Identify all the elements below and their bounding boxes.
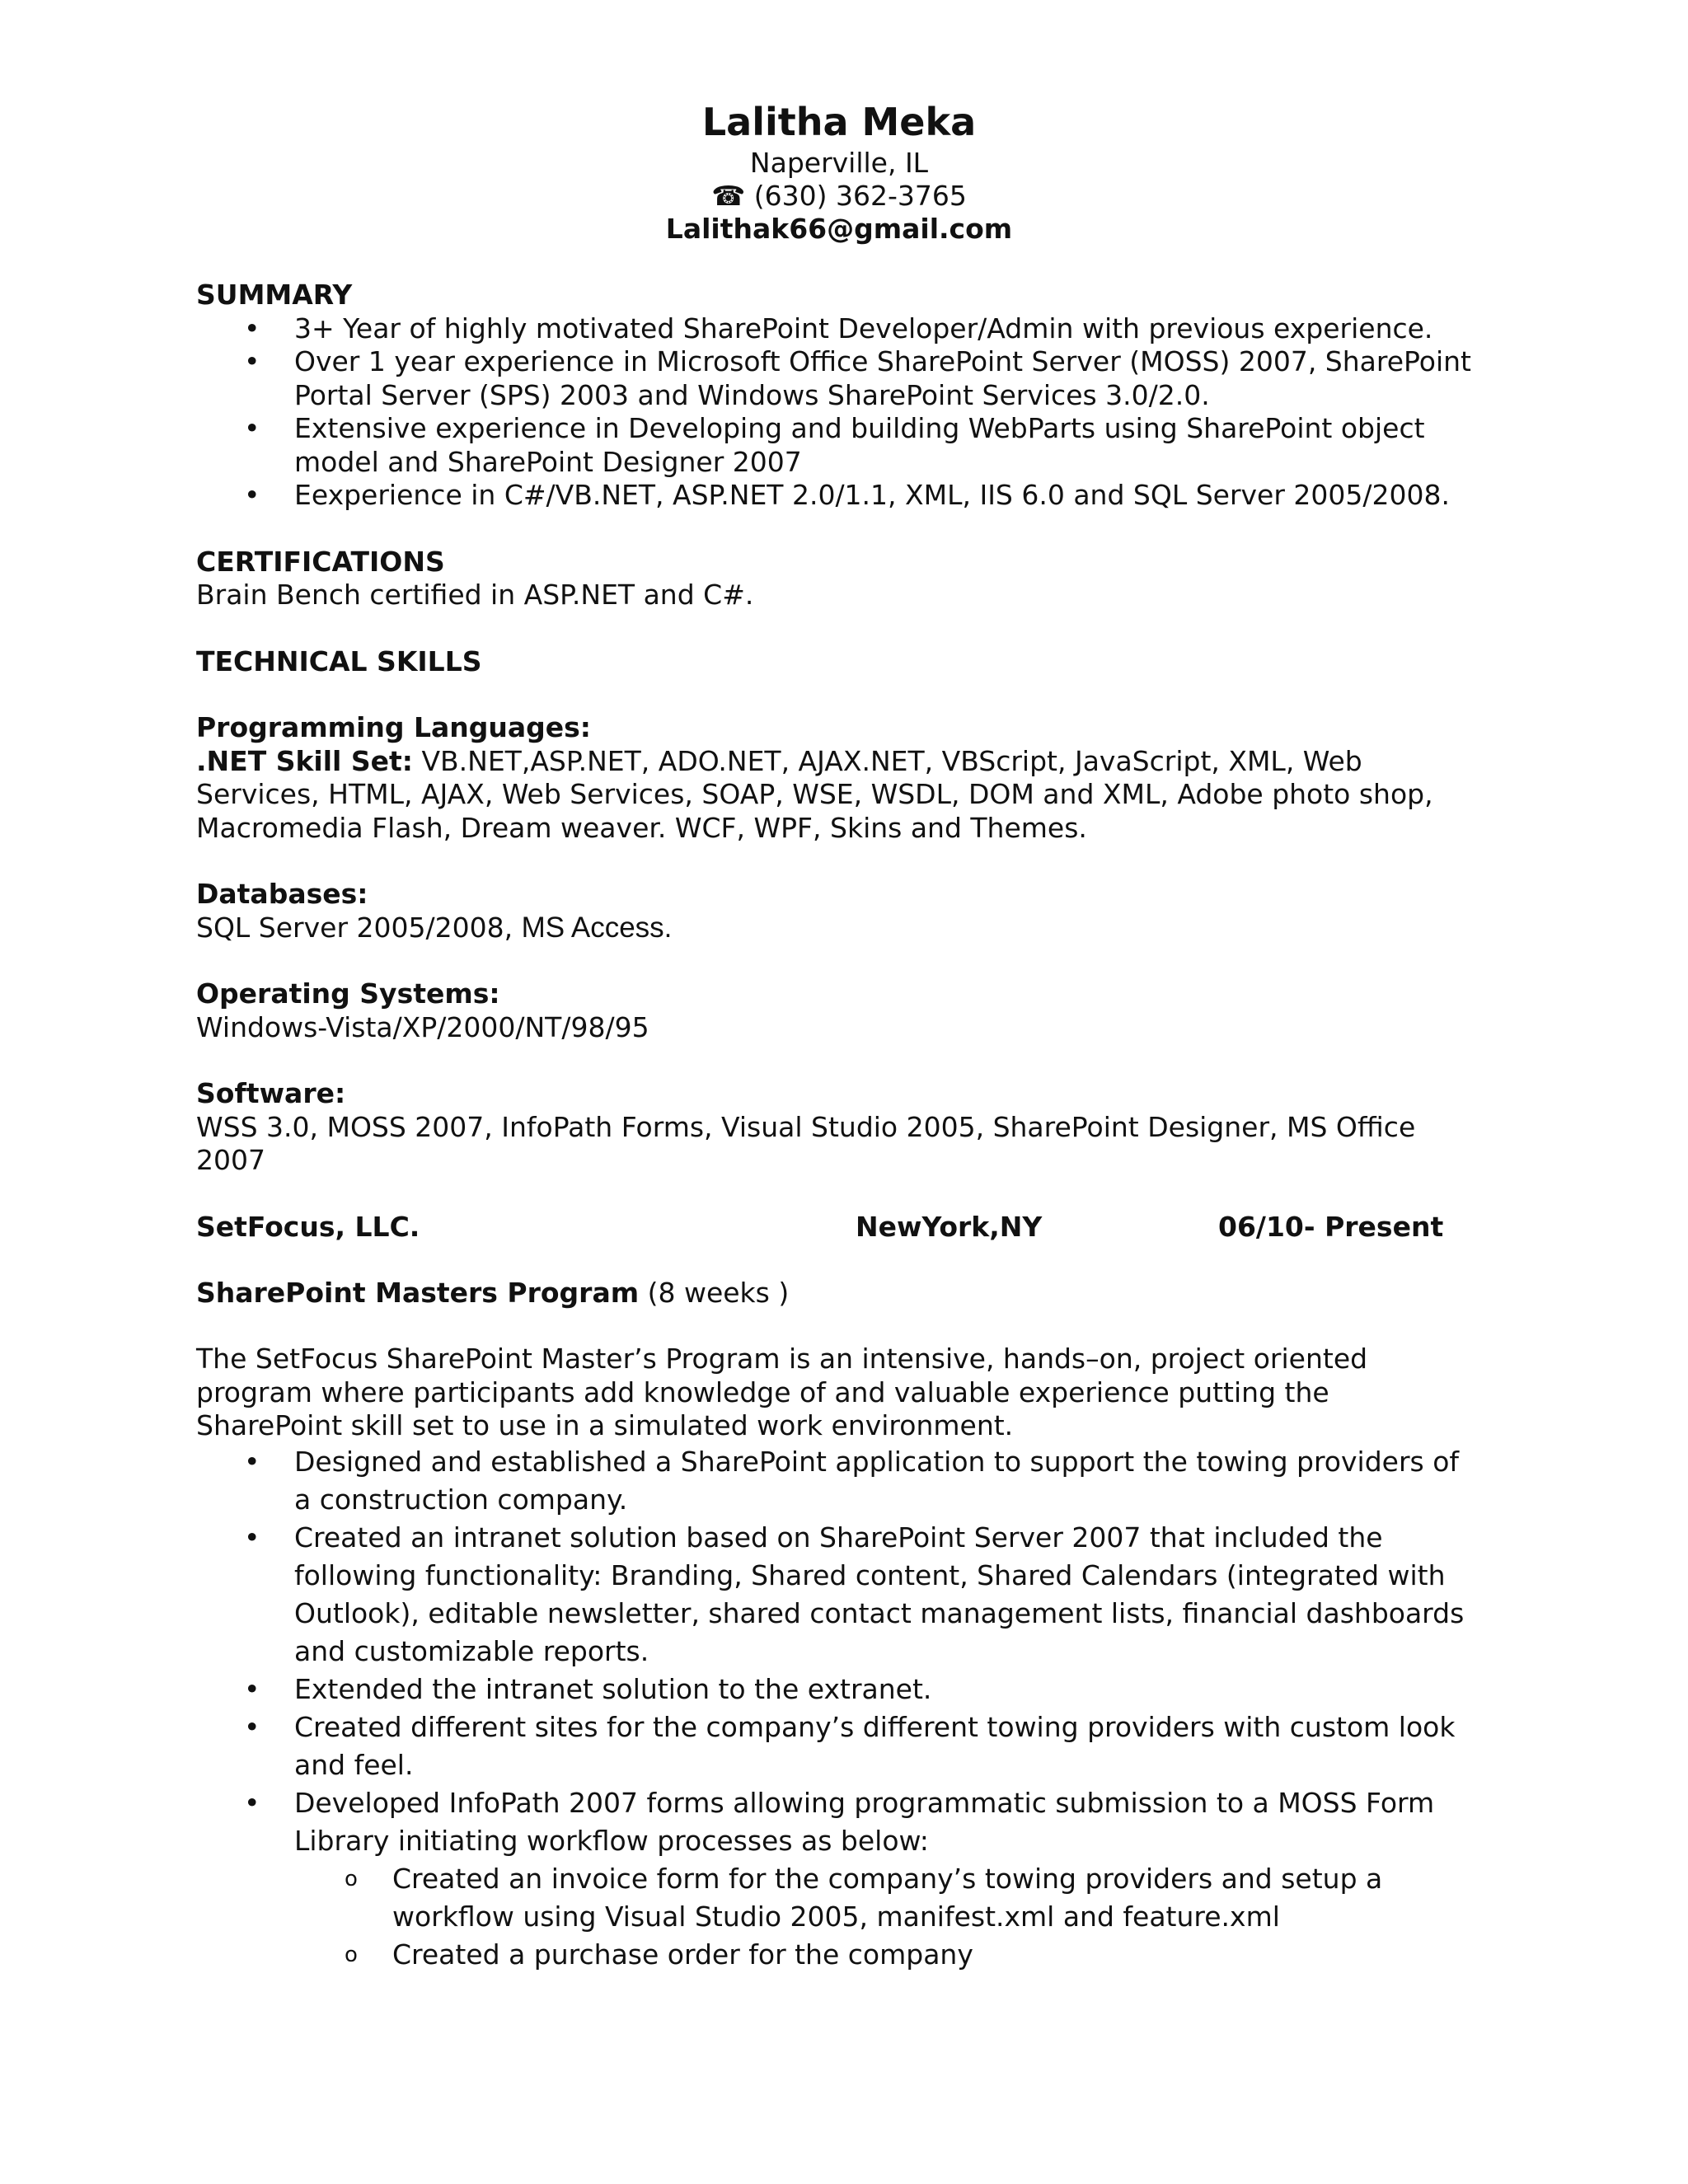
net-skill-label: .NET Skill Set: — [196, 744, 413, 777]
candidate-location: Naperville, IL — [749, 147, 929, 179]
phone-icon: ☎ — [711, 180, 746, 212]
databases-text: SQL Server 2005/2008, — [196, 911, 522, 944]
net-skill-set — [196, 745, 1482, 846]
certifications-text: Brain Bench certified in ASP.NET and C#. — [196, 579, 754, 611]
candidate-name: Lalitha Meka — [701, 100, 977, 144]
job-bullet-list — [196, 1443, 1482, 1860]
resume-header — [196, 97, 1482, 246]
summary-item: • Over 1 year experience in Microsoft Office SharePoint Server (MOSS) 2007, SharePoint Portal Server (SPS) 2003 and Windows SharePoint Services 3.0/2.0. — [196, 345, 1482, 412]
job-sub-bullet-list — [196, 1860, 1482, 1974]
job-header — [196, 1211, 1482, 1244]
technical-skills-title: TECHNICAL SKILLS — [196, 644, 482, 677]
candidate-email: Lalithak66@gmail.com — [665, 213, 1013, 245]
databases-text-ms-access: MS Access. — [521, 911, 673, 944]
net-skill-text: VB.NET,ASP.NET, ADO.NET, AJAX.NET, VBScript, JavaScript, XML, Web Services, HTML, AJAX, Web Services, SOAP, WSE, WSDL, DOM and XML, Adobe photo shop, Macromedia Flash, Dream weaver. WCF, WPF, Skins and Themes. — [196, 744, 1433, 844]
job-bullet: • Developed InfoPath 2007 forms allowing programmatic submission to a MOSS Form Library initiating workflow processes as below: — [196, 1784, 1482, 1860]
software-title: Software: — [196, 1077, 346, 1109]
certifications-title: CERTIFICATIONS — [196, 545, 445, 578]
candidate-phone: (630) 362-3765 — [753, 180, 967, 212]
program-name: SharePoint Masters Program — [196, 1276, 640, 1309]
summary-title: SUMMARY — [196, 279, 353, 311]
summary-item: • Eexperience in C#/VB.NET, ASP.NET 2.0/1.1, XML, IIS 6.0 and SQL Server 2005/2008. — [196, 479, 1482, 513]
databases-line — [196, 912, 1482, 945]
job-bullet: • Created an intranet solution based on SharePoint Server 2007 that included the following functionality: Branding, Shared content, Shared Calendars (integrated with Outlook), editable newsletter, shared contact management lists, financial dashboards and customizable reports. — [196, 1519, 1482, 1671]
job-sub-bullet: o Created an invoice form for the company’s towing providers and setup a workflow using Visual Studio 2005, manifest.xml and feature.xml — [196, 1860, 1482, 1936]
job-bullet: • Extended the intranet solution to the extranet. — [196, 1671, 1482, 1708]
program-title — [196, 1277, 1482, 1310]
summary-item: • 3+ Year of highly motivated SharePoint Developer/Admin with previous experience. — [196, 312, 1482, 346]
job-dates: 06/10- Present — [1218, 1210, 1444, 1243]
programming-languages-title: Programming Languages: — [196, 711, 591, 743]
job-company: SetFocus, LLC. — [196, 1210, 420, 1243]
candidate-phone-line — [196, 180, 1482, 213]
program-description: The SetFocus SharePoint Master’s Program is an intensive, hands–on, project oriented program where participants add knowledge of and valuable experience putting the SharePoint skill set to use in a simulated work environment. — [196, 1343, 1368, 1441]
summary-item: • Extensive experience in Developing and building WebParts using SharePoint object model and SharePoint Designer 2007 — [196, 412, 1482, 479]
software-text: WSS 3.0, MOSS 2007, InfoPath Forms, Visual Studio 2005, SharePoint Designer, MS Office 2007 — [196, 1110, 1416, 1176]
summary-list — [196, 312, 1482, 513]
resume-page — [196, 97, 1482, 1974]
operating-systems-title: Operating Systems: — [196, 977, 500, 1010]
operating-systems-text: Windows-Vista/XP/2000/NT/98/95 — [196, 1010, 649, 1043]
program-duration: (8 weeks ) — [639, 1276, 790, 1309]
databases-title: Databases: — [196, 878, 368, 910]
job-bullet: • Designed and established a SharePoint application to support the towing providers of a construction company. — [196, 1443, 1482, 1519]
job-bullet: • Created different sites for the company’s different towing providers with custom look and feel. — [196, 1708, 1482, 1784]
job-sub-bullet: o Created a purchase order for the company — [196, 1936, 1482, 1974]
job-location: NewYork,NY — [856, 1210, 1043, 1243]
